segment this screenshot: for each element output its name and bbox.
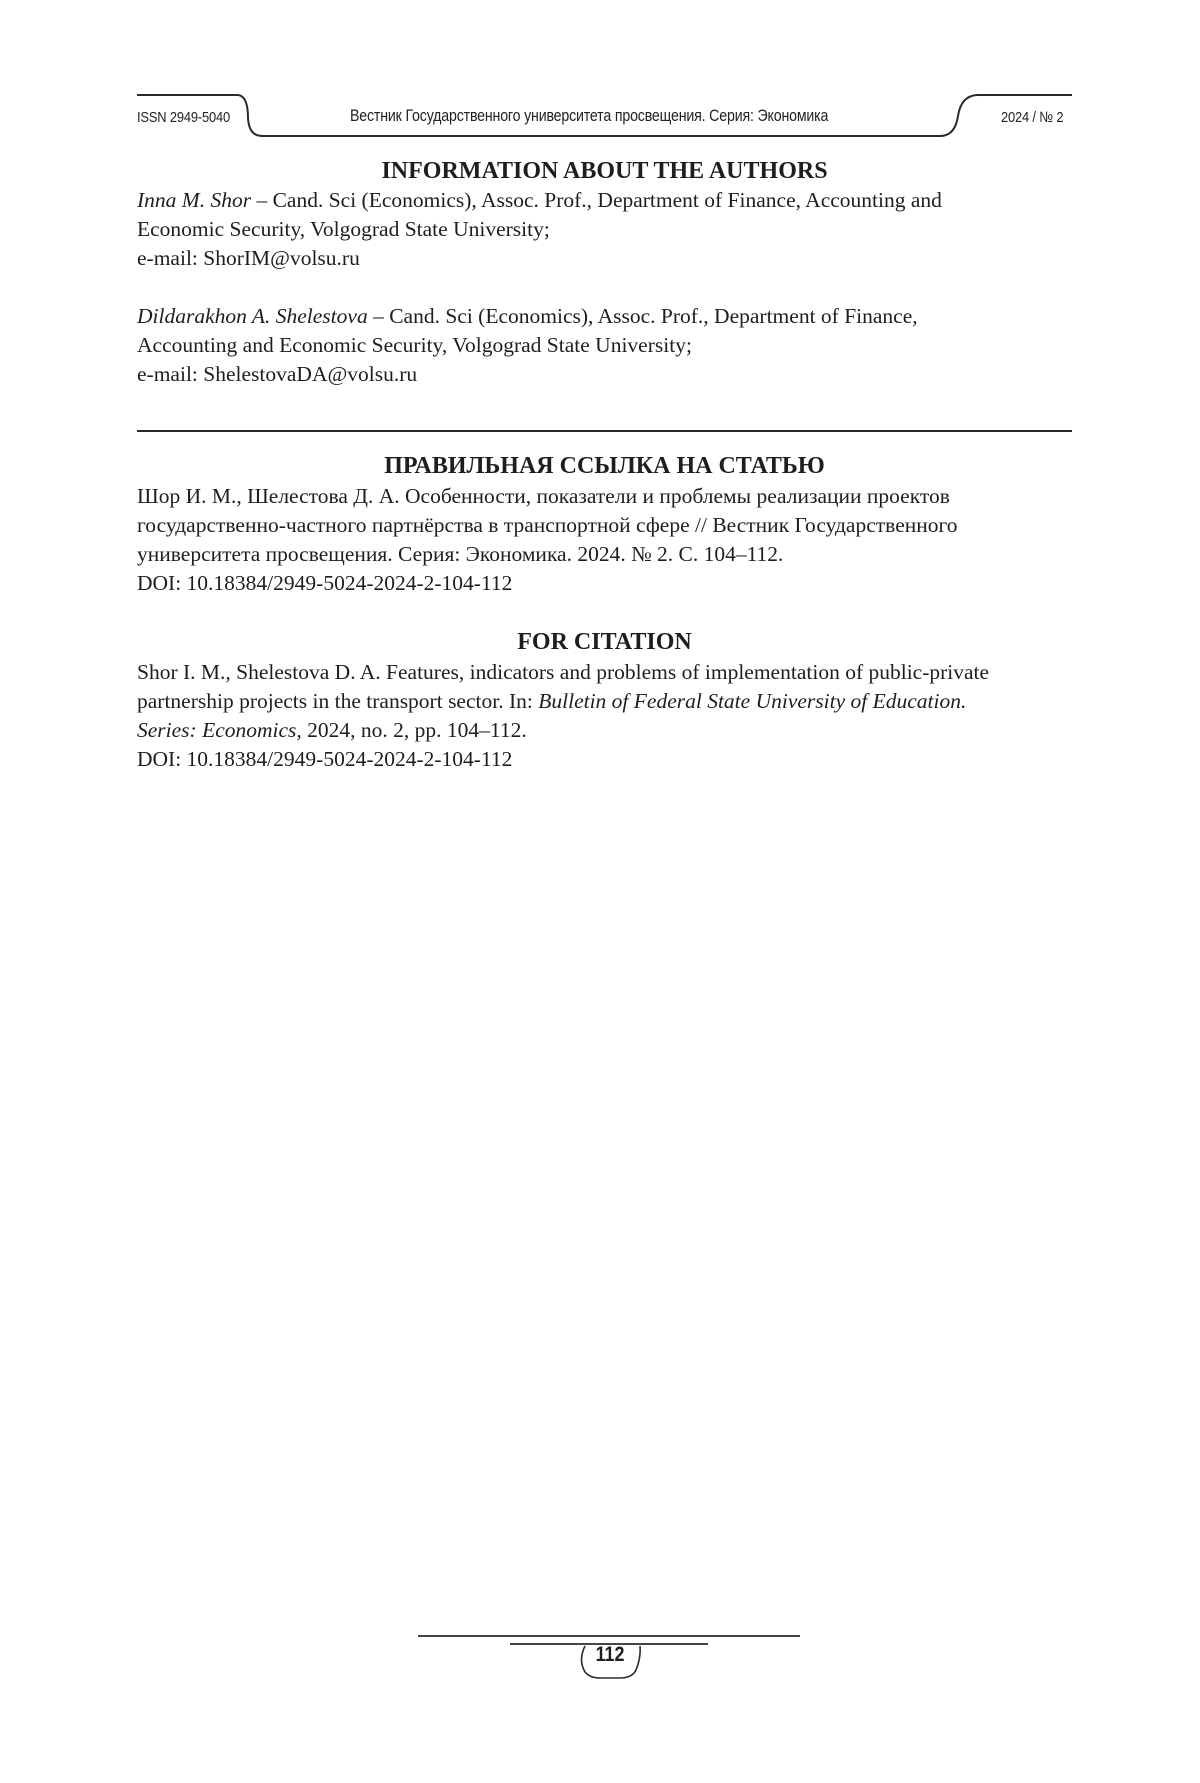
author-affiliation-cont: Accounting and Economic Security, Volgograd State University;	[137, 333, 692, 357]
author-affiliation: – Cand. Sci (Economics), Assoc. Prof., Department of Finance, Accounting and	[251, 188, 942, 212]
author-affiliation: – Cand. Sci (Economics), Assoc. Prof., Department of Finance,	[367, 304, 918, 328]
author-name: Inna M. Shor	[137, 188, 252, 212]
author-email: e-mail: ShorIM@volsu.ru	[137, 246, 360, 270]
citation-en-journal: Bulletin of Federal State University of Education.	[538, 689, 967, 713]
running-header	[0, 0, 1200, 150]
page-number: 112	[595, 1643, 625, 1666]
citation-en-line: partnership projects in the transport sector. In:	[137, 689, 539, 713]
citation-en-text	[137, 658, 1072, 774]
citation-en-doi: DOI: 10.18384/2949-5024-2024-2-104-112	[137, 747, 513, 771]
citation-en-series: Series: Economics,	[137, 718, 302, 742]
citation-ru-line: государственно-частного партнёрства в транспортной сфере // Вестник Государственного	[137, 513, 958, 537]
section-divider	[137, 430, 1072, 432]
author-entry	[137, 186, 1072, 273]
citation-ru-text	[137, 482, 1072, 598]
authors-section-title: INFORMATION ABOUT THE AUTHORS	[381, 158, 828, 184]
citation-en-line: 2024, no. 2, pp. 104–112.	[301, 718, 527, 742]
citation-ru-doi: DOI: 10.18384/2949-5024-2024-2-104-112	[137, 571, 513, 595]
author-entry	[137, 302, 1072, 389]
header-frame	[0, 0, 1200, 150]
header-issn: ISSN 2949-5040	[137, 109, 230, 126]
header-issue: 2024 / № 2	[1001, 109, 1064, 126]
author-name: Dildarakhon A. Shelestova	[137, 304, 368, 328]
page-footer	[0, 1600, 1200, 1700]
header-journal-title: Вестник Государственного университета просвещения. Серия: Экономика	[350, 107, 829, 125]
citation-ru-line: университета просвещения. Серия: Экономика. 2024. № 2. С. 104–112.	[137, 542, 784, 566]
citation-ru-line: Шор И. М., Шелестова Д. А. Особенности, показатели и проблемы реализации проектов	[137, 484, 950, 508]
citation-en-line: Shor I. M., Shelestova D. A. Features, indicators and problems of implementation of public-private	[137, 660, 990, 684]
citation-en-title: FOR CITATION	[517, 629, 692, 655]
author-email: e-mail: ShelestovaDA@volsu.ru	[137, 362, 418, 386]
citation-ru-title: ПРАВИЛЬНАЯ ССЫЛКА НА СТАТЬЮ	[384, 453, 825, 479]
author-affiliation-cont: Economic Security, Volgograd State University;	[137, 217, 550, 241]
